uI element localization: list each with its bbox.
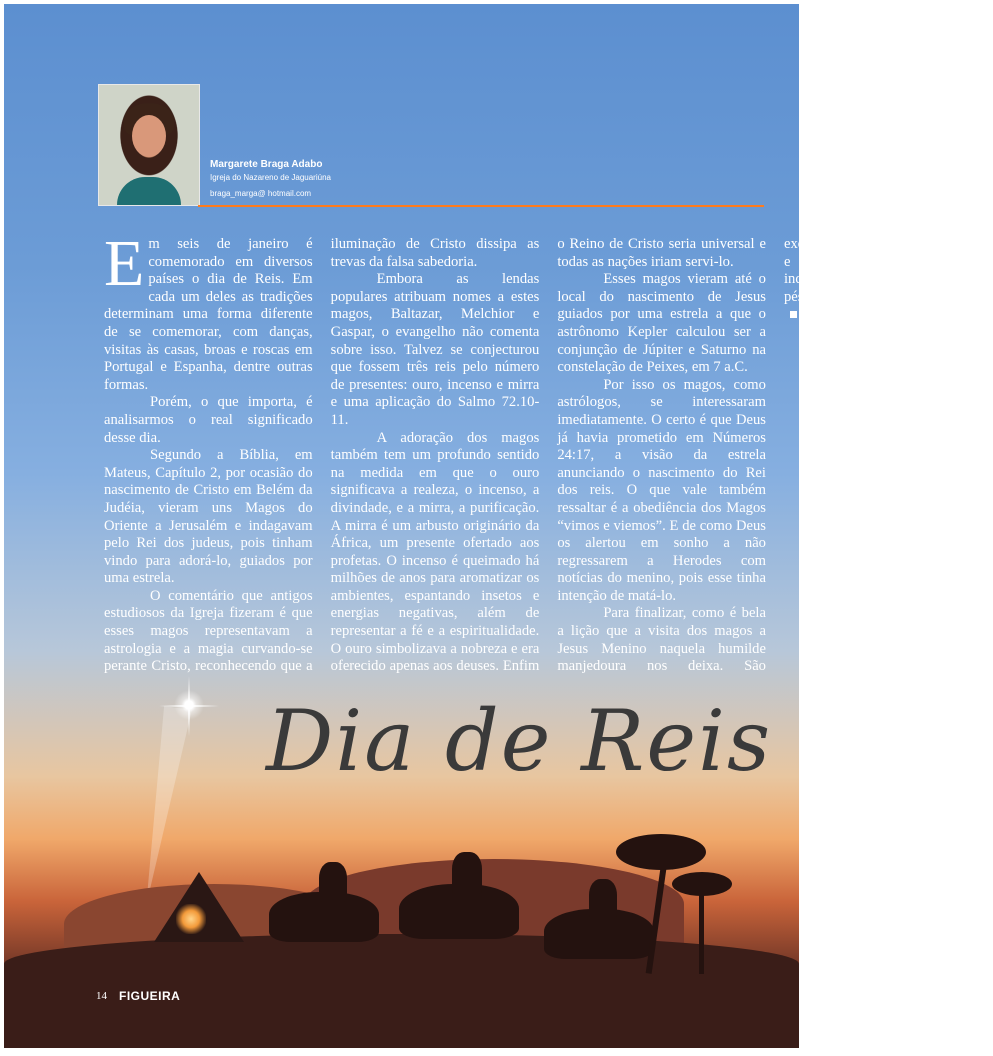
palm-leaves: [616, 834, 706, 870]
page-footer: [96, 989, 180, 1003]
magus-rider-icon: [589, 879, 617, 919]
author-name: Margarete Braga Adabo: [210, 159, 323, 170]
end-of-article-icon: [790, 311, 797, 318]
author-info: [210, 159, 331, 205]
magazine-brand: FIGUEIRA: [119, 989, 181, 1003]
magazine-page: [4, 4, 993, 1048]
page-title: Dia de Reis: [266, 692, 773, 790]
stable-light: [176, 904, 206, 934]
palm-leaves: [672, 872, 732, 896]
magus-rider-icon: [452, 852, 482, 894]
paragraph-7: Esses magos vieram até o local do nascimento de Jesus guiados por uma estrela a que o astrônomo Kepler calculou ser a conjunção de Júpiter e Saturno na constelação de Peixes, em 7 a.C.: [557, 271, 766, 376]
author-face: [132, 115, 166, 157]
paragraph-4: O comentário que antigos estudiosos da Igreja fizeram é que esses magos representavam a astrologia e a magia curvando-se perante Cristo, reconhecendo que a iluminação de Cristo dissipa as trevas da falsa sabedoria.: [104, 236, 540, 675]
paragraph-2: Porém, o que importa, é analisarmos o real significado desse dia.: [104, 394, 313, 446]
paragraph-1: [104, 227, 313, 394]
paragraph-8: Por isso os magos, como astrólogos, se interessaram imediatamente. O certo é que Deus já havia prometido em Números 24:17, a visão da estrela anunciando o nascimento do Rei dos reis. O que vale também ressaltar é a obediência dos Magos “vimos e viemos”. E de como Deus os alertou em sonho a não regressarem a Herodes com notícias do menino, pois esse tinha intenção de matá-lo.: [557, 376, 766, 604]
magus-rider-icon: [319, 862, 347, 902]
paragraph-9-text: Para finalizar, como é bela a lição que a visita dos magos a Jesus Menino naquela humilde manjedoura nos deixa. São exemplos de humildade, sabedoria e de encontro entre todos, independentemente da nação, aos pés Daquele que seria o Salvador.: [557, 236, 993, 675]
article-body: [104, 227, 993, 676]
paragraph-5: Embora as lendas populares atribuam nomes a estes magos, Baltazar, Melchior e Gaspar, o evangelho não comenta sobre isso. Talvez se conjecturou que fossem três reis pelo número de presentes: ouro, incenso e mirra e uma aplicação do Salmo 72.10-11.: [330, 271, 540, 428]
page-number: 14: [96, 990, 107, 1002]
drop-cap: E: [104, 227, 145, 300]
author-email: braga_marga@ hotmail.com: [210, 189, 312, 198]
header-rule: [198, 205, 764, 207]
paragraph-3: Segundo a Bíblia, em Mateus, Capítulo 2, por ocasião do nascimento de Cristo em Belém da Judéia, vieram uns Magos do Oriente a Jerusalém e indagavam pelo Rei dos judeus, pois tinham vindo para adorá-lo, guiados por uma estrela.: [104, 447, 313, 587]
paragraph-6: A adoração dos magos também tem um profundo sentido na medida em que o ouro significava a realeza, o incenso, a divindade, e a mirra, a purificação. A mirra é um arbusto originário da África, um presente ofertado aos profetas. O incenso é queimado há milhões de anos para aromatizar os ambientes, espantando insetos e energias negativas, além de representar a fé e a espiritualidade. O ouro simbolizava a nobreza e era oferecido apenas aos deuses. Enfim o Reino de Cristo seria universal e todas as nações iriam servi-lo.: [330, 236, 766, 675]
paragraph-1-text: m seis de janeiro é comemorado em diversos países o dia de Reis. Em cada um deles as tradições determinam uma forma diferente de se comemorar, com danças, visitas às casas, broas e roscas em Portugal e Espanha, dentre outras formas.: [104, 236, 313, 393]
palm-tree-icon: [699, 884, 704, 974]
author-org: Igreja do Nazareno de Jaguariúna: [210, 173, 331, 182]
author-shirt: [117, 177, 181, 205]
star-ray-horizontal: [159, 705, 219, 707]
author-photo: [98, 84, 200, 206]
